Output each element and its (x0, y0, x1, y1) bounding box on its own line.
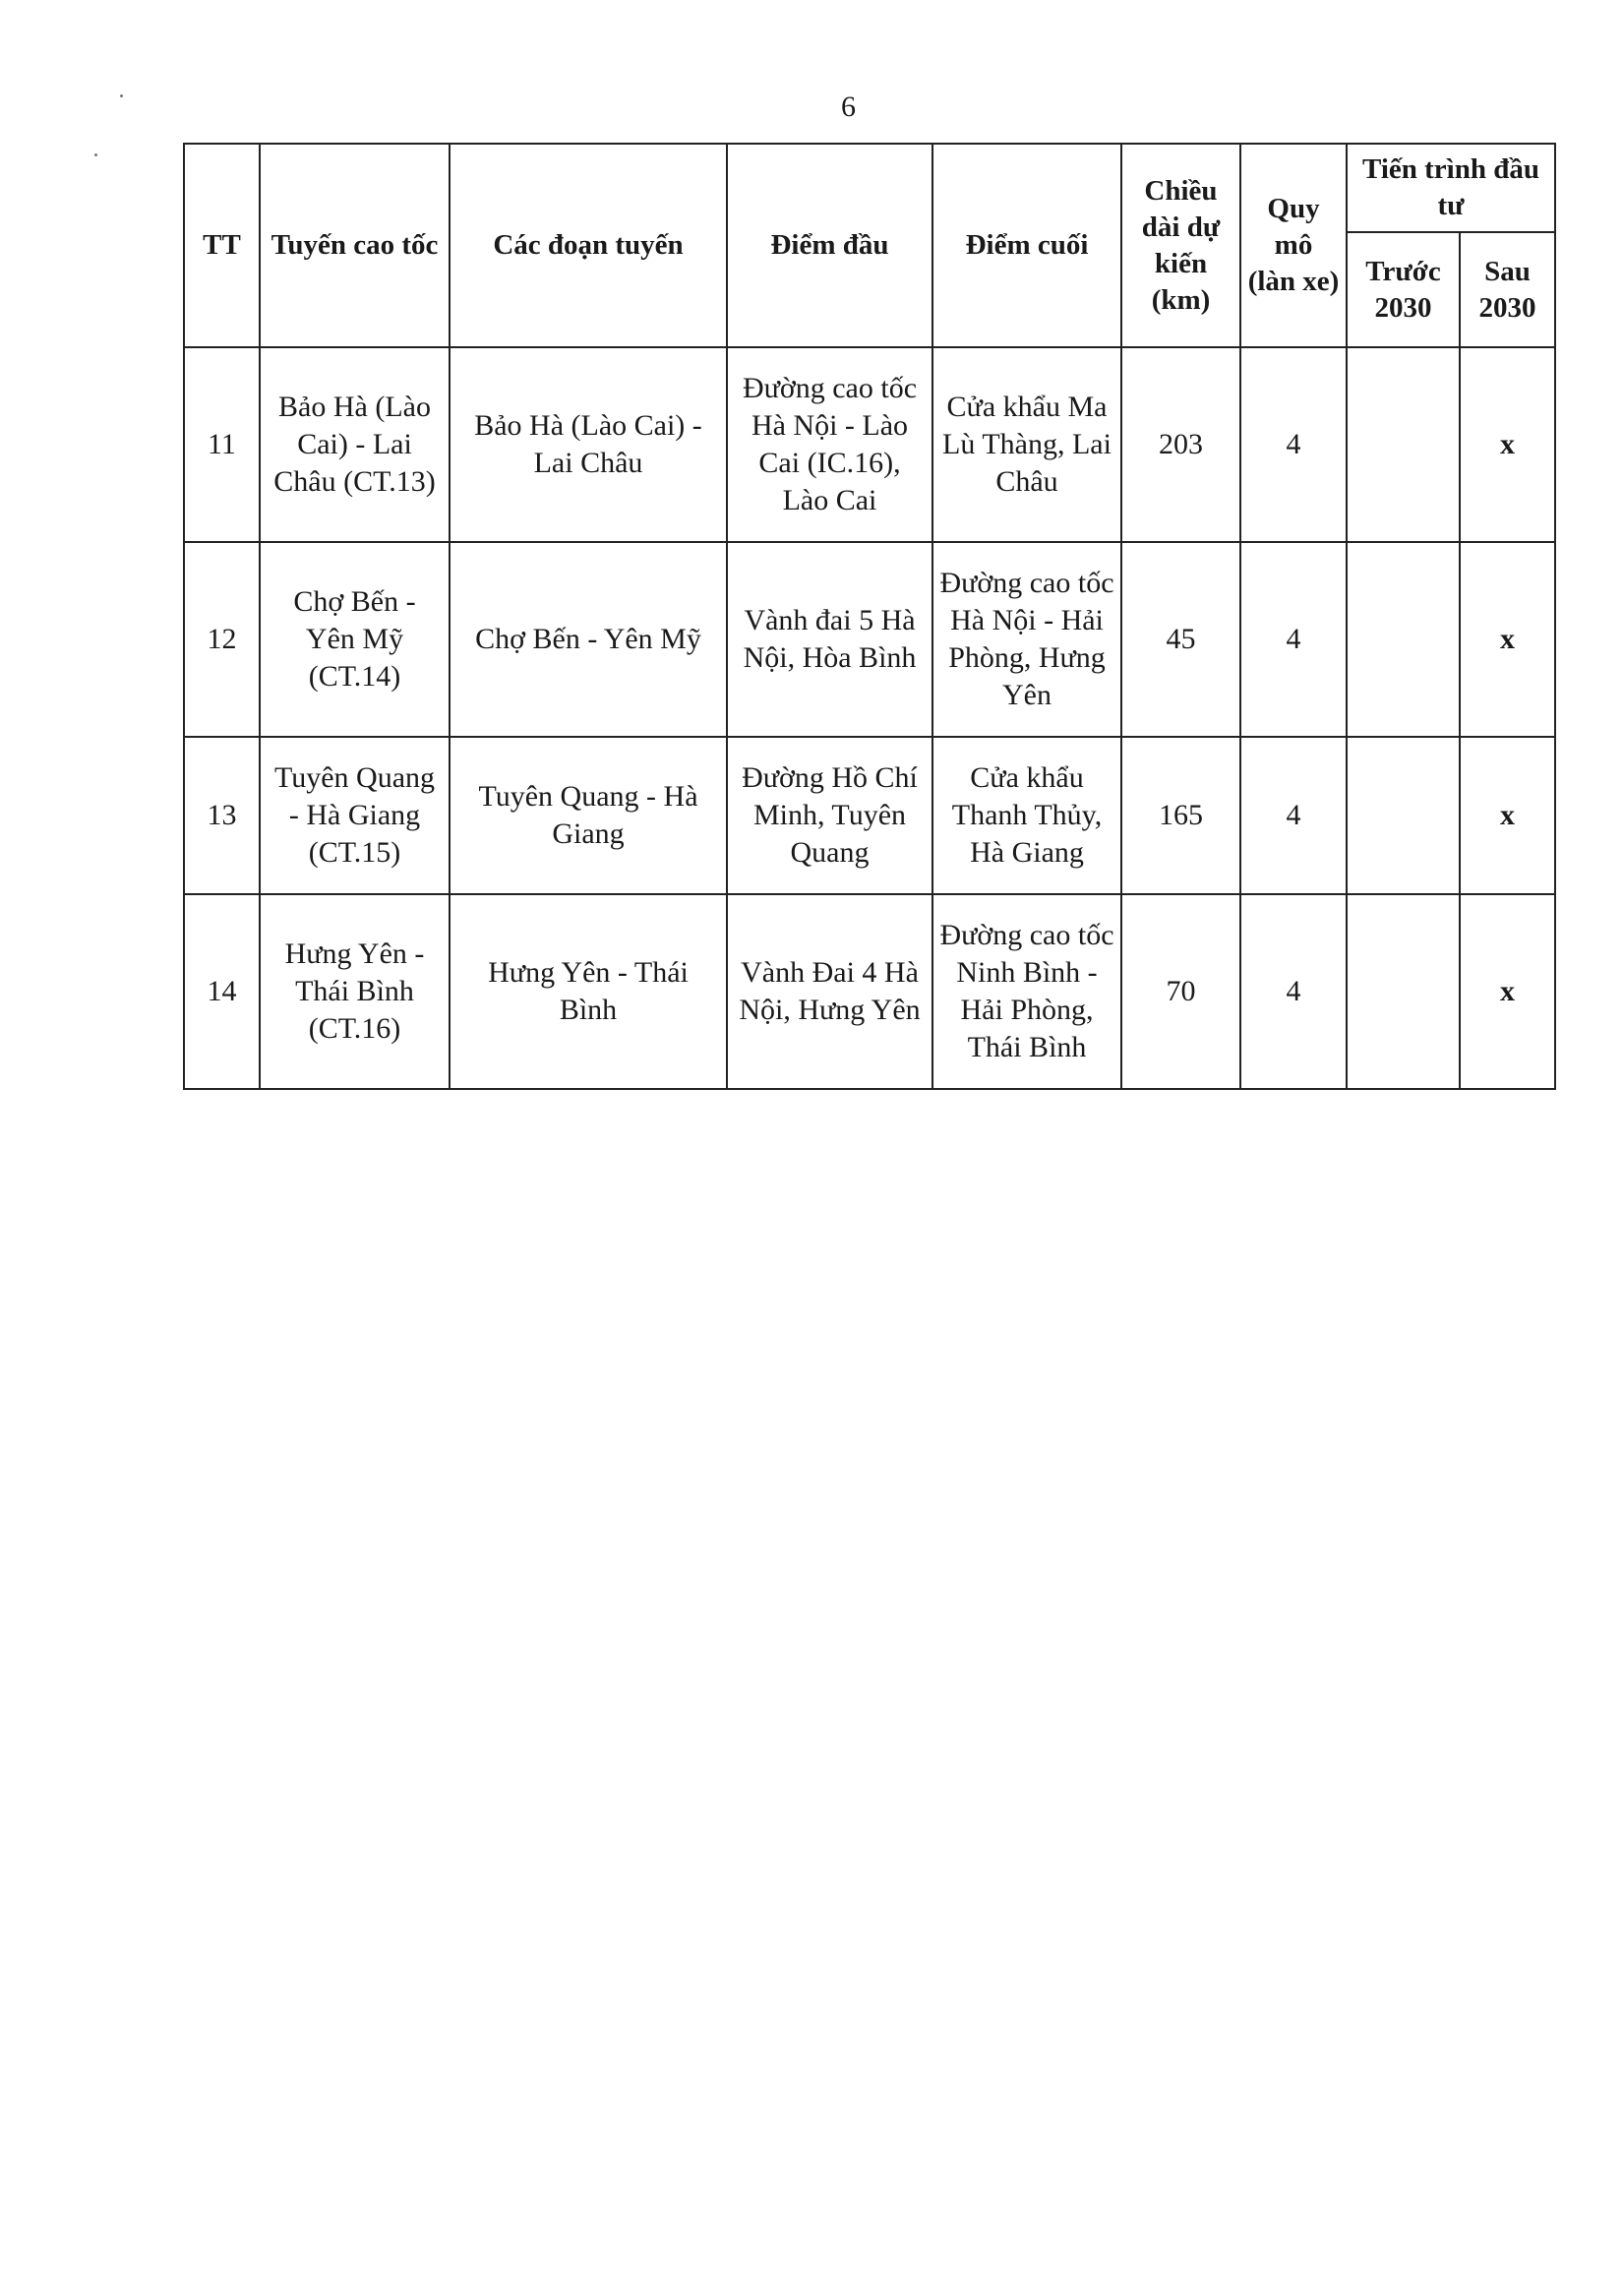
table-row (184, 894, 1555, 1089)
cell-after-2030: x (1460, 347, 1555, 542)
table-row (184, 542, 1555, 737)
cell-after-2030: x (1460, 542, 1555, 737)
header-start-point: Điểm đầu (727, 144, 932, 347)
cell-before-2030 (1347, 542, 1460, 737)
cell-end-point: Đường cao tốc Hà Nội - Hải Phòng, Hưng Yên (932, 542, 1121, 737)
cell-tt: 11 (184, 347, 260, 542)
cell-length: 45 (1121, 542, 1240, 737)
cell-expressway-route: Hưng Yên - Thái Bình (CT.16) (260, 894, 450, 1089)
cell-lanes: 4 (1240, 347, 1347, 542)
header-before-2030: Trước 2030 (1347, 232, 1460, 347)
header-lanes: Quy mô (làn xe) (1240, 144, 1347, 347)
cell-before-2030 (1347, 347, 1460, 542)
cell-start-point: Vành Đai 4 Hà Nội, Hưng Yên (727, 894, 932, 1089)
cell-before-2030 (1347, 894, 1460, 1089)
cell-after-2030: x (1460, 894, 1555, 1089)
cell-start-point: Vành đai 5 Hà Nội, Hòa Bình (727, 542, 932, 737)
header-route-sections: Các đoạn tuyến (450, 144, 727, 347)
cell-expressway-route: Chợ Bến - Yên Mỹ (CT.14) (260, 542, 450, 737)
cell-lanes: 4 (1240, 737, 1347, 894)
scan-speck (94, 153, 97, 156)
cell-length: 203 (1121, 347, 1240, 542)
cell-start-point: Đường cao tốc Hà Nội - Lào Cai (IC.16), Lào Cai (727, 347, 932, 542)
header-length: Chiều dài dự kiến (km) (1121, 144, 1240, 347)
header-expressway-route: Tuyến cao tốc (260, 144, 450, 347)
cell-expressway-route: Tuyên Quang - Hà Giang (CT.15) (260, 737, 450, 894)
cell-route-section: Chợ Bến - Yên Mỹ (450, 542, 727, 737)
cell-tt: 14 (184, 894, 260, 1089)
cell-lanes: 4 (1240, 894, 1347, 1089)
header-end-point: Điểm cuối (932, 144, 1121, 347)
table-row (184, 347, 1555, 542)
cell-after-2030: x (1460, 737, 1555, 894)
cell-end-point: Cửa khẩu Ma Lù Thàng, Lai Châu (932, 347, 1121, 542)
cell-route-section: Tuyên Quang - Hà Giang (450, 737, 727, 894)
cell-route-section: Hưng Yên - Thái Bình (450, 894, 727, 1089)
cell-end-point: Đường cao tốc Ninh Bình - Hải Phòng, Thái Bình (932, 894, 1121, 1089)
page-number: 6 (841, 91, 856, 123)
cell-lanes: 4 (1240, 542, 1347, 737)
cell-length: 70 (1121, 894, 1240, 1089)
cell-start-point: Đường Hồ Chí Minh, Tuyên Quang (727, 737, 932, 894)
header-tt: TT (184, 144, 260, 347)
cell-tt: 13 (184, 737, 260, 894)
cell-expressway-route: Bảo Hà (Lào Cai) - Lai Châu (CT.13) (260, 347, 450, 542)
cell-length: 165 (1121, 737, 1240, 894)
cell-tt: 12 (184, 542, 260, 737)
cell-before-2030 (1347, 737, 1460, 894)
cell-end-point: Cửa khẩu Thanh Thủy, Hà Giang (932, 737, 1121, 894)
table-row (184, 737, 1555, 894)
expressway-table (183, 143, 1556, 1090)
header-investment-schedule: Tiến trình đầu tư (1347, 144, 1555, 232)
cell-route-section: Bảo Hà (Lào Cai) - Lai Châu (450, 347, 727, 542)
header-after-2030: Sau 2030 (1460, 232, 1555, 347)
